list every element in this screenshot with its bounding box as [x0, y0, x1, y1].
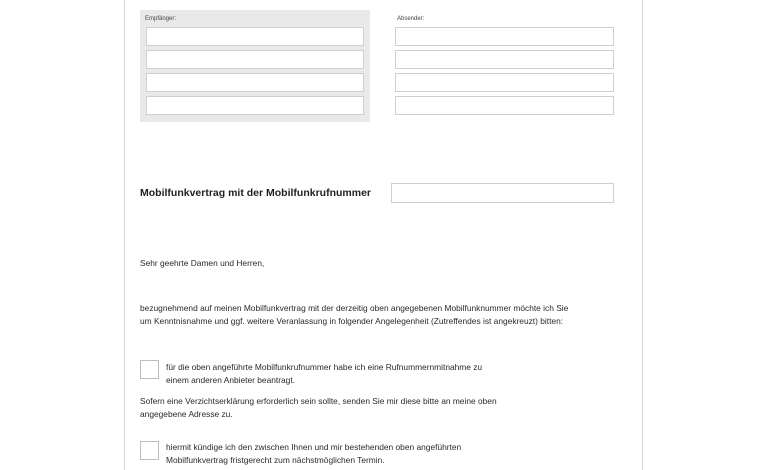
option-cancel-line-1: hiermit kündige ich den zwischen Ihnen und mir bestehenden oben angeführten [166, 442, 462, 452]
sender-field-3[interactable] [395, 73, 614, 92]
option-cancel-checkbox[interactable] [140, 441, 159, 460]
intro-line-1: bezugnehmend auf meinen Mobilfunkvertrag mit der derzeitig oben angegebenen Mobilfunknummer möchte ich Sie [140, 303, 569, 313]
option-cancel-text [166, 441, 461, 466]
waiver-line-1: Sofern eine Verzichtserklärung erforderlich sein sollte, senden Sie mir diese bitte an meine oben [140, 396, 497, 406]
option-porting-text [166, 361, 482, 386]
waiver-paragraph [140, 395, 497, 420]
intro-line-2: um Kenntnisnahme und ggf. weitere Veranlassung in folgender Angelegenheit (Zutreffendes ist angekreuzt) bitten: [140, 315, 564, 326]
intro-paragraph [140, 302, 568, 327]
recipient-field-3[interactable] [146, 73, 364, 92]
option-cancel-line-2: Mobilfunkvertrag fristgerecht zum nächstmöglichen Termin. [166, 454, 385, 465]
option-porting-checkbox[interactable] [140, 360, 159, 379]
option-porting-line-1: für die oben angeführte Mobilfunkrufnummer habe ich eine Rufnummernmitnahme zu [166, 362, 483, 372]
sender-field-4[interactable] [395, 96, 614, 115]
recipient-field-1[interactable] [146, 27, 364, 46]
phone-number-field[interactable] [391, 183, 614, 203]
recipient-label: Empfänger: [145, 16, 177, 22]
recipient-field-4[interactable] [146, 96, 364, 115]
recipient-field-2[interactable] [146, 50, 364, 69]
salutation: Sehr geehrte Damen und Herren, [140, 258, 265, 268]
option-porting-line-2: einem anderen Anbieter beantragt. [166, 374, 295, 385]
sender-field-1[interactable] [395, 27, 614, 46]
contract-heading: Mobilfunkvertrag mit der Mobilfunkrufnummer [140, 187, 372, 199]
sender-label: Absender: [397, 16, 425, 22]
waiver-line-2: angegebene Adresse zu. [140, 408, 233, 419]
sender-field-2[interactable] [395, 50, 614, 69]
